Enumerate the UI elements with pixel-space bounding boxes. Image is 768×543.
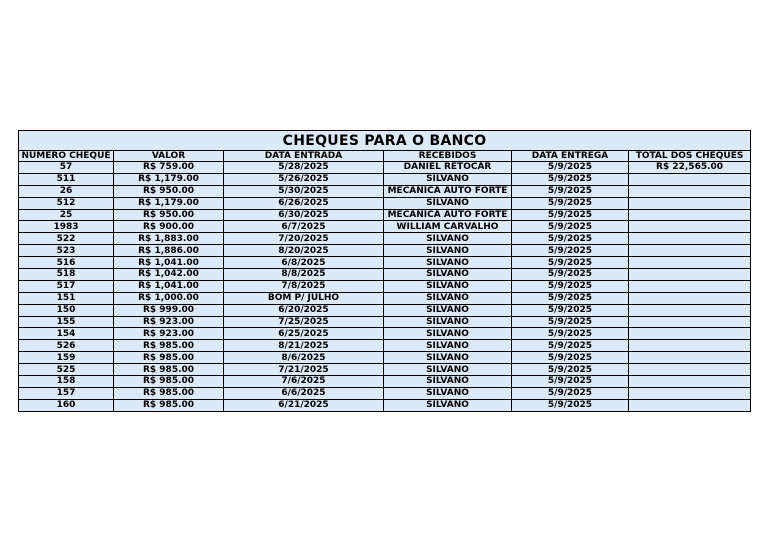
table-row (19, 185, 751, 197)
cell-numero-cheque: 158 (19, 376, 114, 388)
cell-recebidos: MECANICA AUTO FORTE (384, 185, 512, 197)
cell-total-dos-cheques (629, 173, 751, 185)
cell-valor: R$ 1,000.00 (114, 292, 224, 304)
cell-data-entrega: 5/9/2025 (512, 197, 629, 209)
cell-total-dos-cheques (629, 376, 751, 388)
cell-data-entrega: 5/9/2025 (512, 209, 629, 221)
cell-total-dos-cheques (629, 257, 751, 269)
cell-data-entrada: 7/6/2025 (224, 376, 384, 388)
table-row (19, 173, 751, 185)
cell-data-entrada: 6/25/2025 (224, 328, 384, 340)
cell-data-entrega: 5/9/2025 (512, 364, 629, 376)
table-row (19, 304, 751, 316)
cell-data-entrada: 6/30/2025 (224, 209, 384, 221)
cell-numero-cheque: 155 (19, 316, 114, 328)
title-row (19, 131, 751, 151)
cell-numero-cheque: 512 (19, 197, 114, 209)
cell-recebidos: SILVANO (384, 340, 512, 352)
cell-recebidos: SILVANO (384, 387, 512, 399)
cell-total-dos-cheques (629, 269, 751, 281)
cell-data-entrega: 5/9/2025 (512, 221, 629, 233)
cell-recebidos: SILVANO (384, 197, 512, 209)
cell-total-dos-cheques (629, 328, 751, 340)
cell-recebidos: SILVANO (384, 304, 512, 316)
table-row (19, 209, 751, 221)
cell-total-dos-cheques (629, 304, 751, 316)
cell-valor: R$ 985.00 (114, 352, 224, 364)
cell-numero-cheque: 526 (19, 340, 114, 352)
cell-data-entrega: 5/9/2025 (512, 376, 629, 388)
cell-total-dos-cheques (629, 185, 751, 197)
cell-data-entrega: 5/9/2025 (512, 352, 629, 364)
table-row (19, 197, 751, 209)
cell-total-dos-cheques (629, 352, 751, 364)
cell-data-entrada: 6/21/2025 (224, 399, 384, 411)
cell-valor: R$ 985.00 (114, 340, 224, 352)
cell-total-dos-cheques (629, 340, 751, 352)
cell-data-entrega: 5/9/2025 (512, 185, 629, 197)
cell-recebidos: SILVANO (384, 364, 512, 376)
cell-total-dos-cheques (629, 197, 751, 209)
cell-recebidos: SILVANO (384, 269, 512, 281)
col-header-total-dos-cheques: TOTAL DOS CHEQUES (629, 151, 751, 162)
cell-valor: R$ 1,042.00 (114, 269, 224, 281)
cell-valor: R$ 900.00 (114, 221, 224, 233)
cell-data-entrada: 5/28/2025 (224, 162, 384, 174)
cell-data-entrega: 5/9/2025 (512, 340, 629, 352)
cell-data-entrega: 5/9/2025 (512, 280, 629, 292)
table-row (19, 387, 751, 399)
cell-valor: R$ 985.00 (114, 376, 224, 388)
cell-recebidos: SILVANO (384, 245, 512, 257)
cell-data-entrada: 8/21/2025 (224, 340, 384, 352)
header-row (19, 151, 751, 162)
col-header-data-entrega: DATA ENTREGA (512, 151, 629, 162)
table-body (19, 162, 751, 412)
sheet-title: CHEQUES PARA O BANCO (19, 131, 751, 151)
cell-numero-cheque: 151 (19, 292, 114, 304)
cell-data-entrada: 5/26/2025 (224, 173, 384, 185)
table-row (19, 376, 751, 388)
cell-data-entrega: 5/9/2025 (512, 173, 629, 185)
cell-numero-cheque: 525 (19, 364, 114, 376)
cell-numero-cheque: 57 (19, 162, 114, 174)
cell-valor: R$ 759.00 (114, 162, 224, 174)
cell-numero-cheque: 517 (19, 280, 114, 292)
cell-data-entrada: 7/8/2025 (224, 280, 384, 292)
cell-valor: R$ 1,179.00 (114, 173, 224, 185)
table-row (19, 162, 751, 174)
cell-data-entrega: 5/9/2025 (512, 257, 629, 269)
cell-recebidos: DANIEL RETOCAR (384, 162, 512, 174)
cell-valor: R$ 985.00 (114, 364, 224, 376)
table-row (19, 269, 751, 281)
cell-data-entrada: 6/20/2025 (224, 304, 384, 316)
cell-data-entrada: 6/8/2025 (224, 257, 384, 269)
cell-data-entrada: 6/26/2025 (224, 197, 384, 209)
cell-recebidos: SILVANO (384, 399, 512, 411)
cell-total-dos-cheques (629, 233, 751, 245)
cell-numero-cheque: 154 (19, 328, 114, 340)
cell-recebidos: SILVANO (384, 328, 512, 340)
cell-data-entrega: 5/9/2025 (512, 292, 629, 304)
cell-total-dos-cheques (629, 387, 751, 399)
cell-data-entrada: 6/7/2025 (224, 221, 384, 233)
table-row (19, 316, 751, 328)
cell-data-entrada: BOM P/ JULHO (224, 292, 384, 304)
cell-recebidos: SILVANO (384, 257, 512, 269)
cell-numero-cheque: 518 (19, 269, 114, 281)
cell-valor: R$ 1,886.00 (114, 245, 224, 257)
cell-recebidos: MECANICA AUTO FORTE (384, 209, 512, 221)
cell-valor: R$ 950.00 (114, 209, 224, 221)
table-row (19, 245, 751, 257)
cell-recebidos: SILVANO (384, 352, 512, 364)
cell-numero-cheque: 25 (19, 209, 114, 221)
table-row (19, 352, 751, 364)
cell-numero-cheque: 26 (19, 185, 114, 197)
cell-valor: R$ 923.00 (114, 316, 224, 328)
cell-data-entrada: 8/20/2025 (224, 245, 384, 257)
cell-data-entrada: 7/25/2025 (224, 316, 384, 328)
table-row (19, 364, 751, 376)
cell-numero-cheque: 157 (19, 387, 114, 399)
cell-total-dos-cheques (629, 245, 751, 257)
cell-data-entrada: 8/6/2025 (224, 352, 384, 364)
cell-total-dos-cheques (629, 399, 751, 411)
cell-data-entrega: 5/9/2025 (512, 399, 629, 411)
cell-total-dos-cheques (629, 280, 751, 292)
cell-valor: R$ 999.00 (114, 304, 224, 316)
cell-total-dos-cheques (629, 316, 751, 328)
cheques-table (18, 130, 751, 412)
col-header-numero-cheque: NUMERO CHEQUE (19, 151, 114, 162)
cell-valor: R$ 950.00 (114, 185, 224, 197)
cell-data-entrega: 5/9/2025 (512, 162, 629, 174)
cell-total-dos-cheques: R$ 22,565.00 (629, 162, 751, 174)
cell-recebidos: SILVANO (384, 233, 512, 245)
table-row (19, 292, 751, 304)
cell-total-dos-cheques (629, 221, 751, 233)
cell-valor: R$ 1,883.00 (114, 233, 224, 245)
table-row (19, 221, 751, 233)
table-row (19, 328, 751, 340)
cell-numero-cheque: 522 (19, 233, 114, 245)
cell-valor: R$ 1,041.00 (114, 257, 224, 269)
cell-recebidos: SILVANO (384, 376, 512, 388)
cell-data-entrada: 6/6/2025 (224, 387, 384, 399)
cell-valor: R$ 985.00 (114, 387, 224, 399)
cell-recebidos: SILVANO (384, 280, 512, 292)
col-header-data-entrada: DATA ENTRADA (224, 151, 384, 162)
cell-data-entrada: 7/20/2025 (224, 233, 384, 245)
cell-data-entrega: 5/9/2025 (512, 387, 629, 399)
cell-numero-cheque: 511 (19, 173, 114, 185)
cell-numero-cheque: 150 (19, 304, 114, 316)
cell-valor: R$ 1,179.00 (114, 197, 224, 209)
cell-data-entrega: 5/9/2025 (512, 304, 629, 316)
cell-numero-cheque: 516 (19, 257, 114, 269)
table-row (19, 257, 751, 269)
cell-data-entrada: 8/8/2025 (224, 269, 384, 281)
cell-total-dos-cheques (629, 364, 751, 376)
cell-valor: R$ 1,041.00 (114, 280, 224, 292)
table-row (19, 233, 751, 245)
cell-valor: R$ 985.00 (114, 399, 224, 411)
cell-numero-cheque: 523 (19, 245, 114, 257)
cell-data-entrada: 5/30/2025 (224, 185, 384, 197)
cell-valor: R$ 923.00 (114, 328, 224, 340)
cell-data-entrada: 7/21/2025 (224, 364, 384, 376)
cell-numero-cheque: 1983 (19, 221, 114, 233)
cell-data-entrega: 5/9/2025 (512, 245, 629, 257)
cell-numero-cheque: 159 (19, 352, 114, 364)
col-header-valor: VALOR (114, 151, 224, 162)
cell-numero-cheque: 160 (19, 399, 114, 411)
cell-data-entrega: 5/9/2025 (512, 328, 629, 340)
cell-recebidos: SILVANO (384, 173, 512, 185)
cell-recebidos: WILLIAM CARVALHO (384, 221, 512, 233)
cell-total-dos-cheques (629, 292, 751, 304)
table-row (19, 280, 751, 292)
cell-data-entrega: 5/9/2025 (512, 269, 629, 281)
cell-total-dos-cheques (629, 209, 751, 221)
cell-data-entrega: 5/9/2025 (512, 233, 629, 245)
table-row (19, 340, 751, 352)
col-header-recebidos: RECEBIDOS (384, 151, 512, 162)
cell-data-entrega: 5/9/2025 (512, 316, 629, 328)
cell-recebidos: SILVANO (384, 316, 512, 328)
table-row (19, 399, 751, 411)
cell-recebidos: SILVANO (384, 292, 512, 304)
